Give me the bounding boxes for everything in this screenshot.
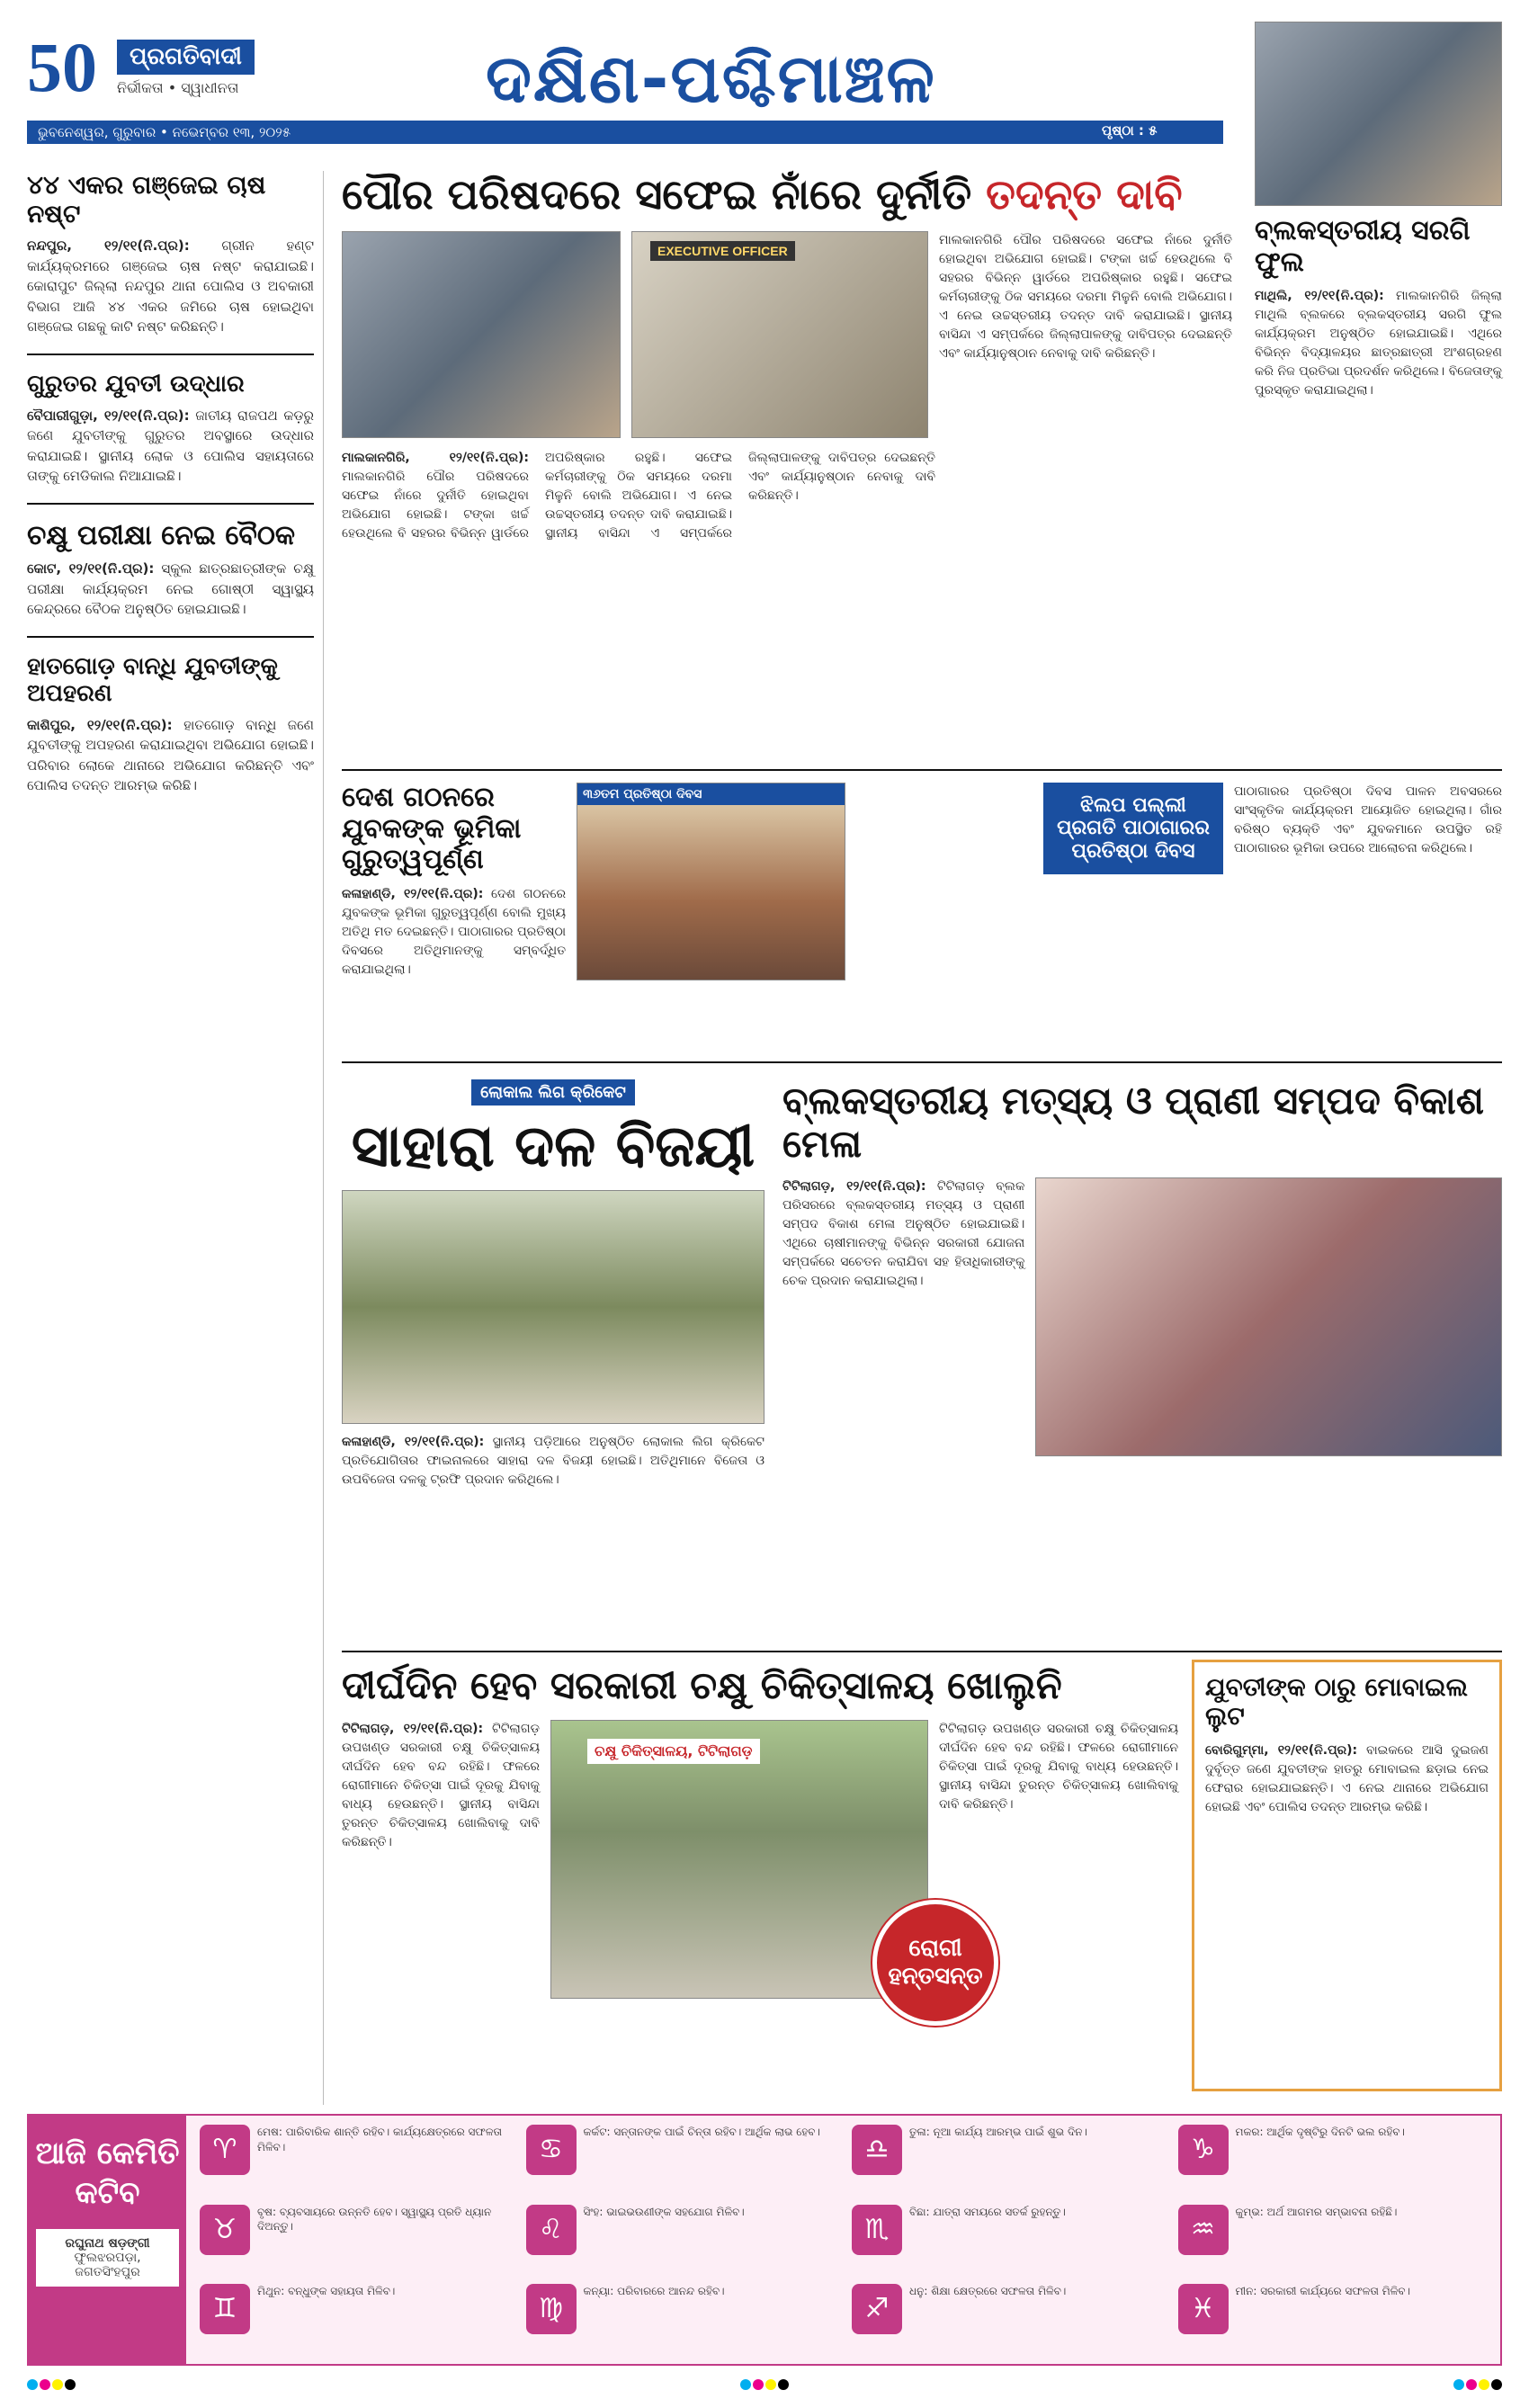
- horoscope-sign: [526, 2205, 844, 2279]
- horoscope-text: କନ୍ୟା: ପରିବାରରେ ଆନନ୍ଦ ରହିବ।: [583, 2285, 725, 2298]
- horoscope-grid: [200, 2125, 1495, 2359]
- horoscope-text: କର୍କଟ: ସନ୍ତାନଙ୍କ ପାଇଁ ଚିନ୍ତା ରହିବ। ଆର୍ଥିକ ଲାଭ ହେବ।: [583, 2126, 820, 2138]
- story-title: ଝିଲପ ପଲ୍ଲୀ ପ୍ରଗତି ପାଠାଗାରର ପ୍ରତିଷ୍ଠା ଦିବସ: [1057, 794, 1210, 863]
- brand-logo: [27, 27, 351, 108]
- horoscope-text: ଧନୁ: ଶିକ୍ଷା କ୍ଷେତ୍ରରେ ସଫଳତା ମିଳିବ।: [909, 2285, 1067, 2298]
- byline: କଳାହାଣ୍ଡି, ୧୨/୧୧(ନି.ପ୍ର):: [342, 1434, 485, 1449]
- astrologer-box: [36, 2229, 179, 2287]
- byline: କାଶିପୁର, ୧୨/୧୧(ନି.ପ୍ର):: [27, 716, 173, 733]
- horoscope-title: ଆଜି କେମିତି କଟିବ: [35, 2135, 180, 2212]
- story-text: ଟିଟିଲାଗଡ଼ ଉପଖଣ୍ଡ ସରକାରୀ ଚକ୍ଷୁ ଚିକିତ୍ସାଳୟ ଦୀର୍ଘଦିନ ହେବ ବନ୍ଦ ରହିଛି। ଫଳରେ ରୋଗୀମାନେ ଚିକିତ୍ସା ପାଇଁ ଦୂରକୁ ଯିବାକୁ ବାଧ୍ୟ ହେଉଛନ୍ତି। ସ୍ଥାନୀୟ ବାସିନ୍ଦା ତୁରନ୍ତ ଚିକିତ୍ସାଳୟ ଖୋଲିବାକୁ ଦାବି କରିଛନ୍ତି।: [342, 1722, 540, 1850]
- horoscope-text: ମୀନ: ସରକାରୀ କାର୍ଯ୍ୟରେ ସଫଳତା ମିଳିବ।: [1235, 2285, 1410, 2298]
- story-title: ବ୍ଲକସ୍ତରୀୟ ମତ୍ସ୍ୟ ଓ ପ୍ରାଣୀ ସମ୍ପଦ ବିକାଶ ମେଳା: [782, 1079, 1484, 1167]
- byline: ମାଲକାନଗିରି, ୧୨/୧୧(ନି.ପ୍ର):: [342, 450, 529, 465]
- story-title: ଚକ୍ଷୁ ପରୀକ୍ଷା ନେଇ ବୈଠକ: [27, 519, 296, 551]
- story-title: ଗୁରୁତର ଯୁବତୀ ଉଦ୍ଧାର: [27, 370, 245, 398]
- lead-photo-office: [631, 231, 928, 438]
- mobile-loot-story: [1192, 1660, 1502, 2091]
- horoscope-text: ବିଛା: ଯାତ୍ରା ସମୟରେ ସତର୍କ ରୁହନ୍ତୁ।: [909, 2205, 1066, 2218]
- zodiac-icon: ♌: [526, 2205, 577, 2255]
- cricket-story: [342, 1079, 764, 1490]
- story-title: ୪୪ ଏକର ଗଞ୍ଜେଇ ଚାଷ ନଷ୍ଟ: [27, 170, 266, 229]
- byline: ଟିଟିଲାଗଡ଼, ୧୨/୧୧(ନି.ପ୍ର):: [342, 1722, 484, 1737]
- story-body: [782, 1177, 1024, 1456]
- horoscope-sign: [200, 2125, 517, 2199]
- zodiac-icon: ♐: [852, 2284, 902, 2334]
- zodiac-icon: ♑: [1178, 2125, 1229, 2175]
- story-title: ସାହାରା ଦଳ ବିଜୟୀ: [351, 1114, 756, 1180]
- story-text: ଜାତୀୟ ରାଜପଥ କଡ଼ରୁ ଜଣେ ଯୁବତୀଙ୍କୁ ଗୁରୁତର ଅବସ୍ଥାରେ ଉଦ୍ଧାର କରାଯାଇଛି। ସ୍ଥାନୀୟ ଲୋକ ଓ ପୋଲିସ ସହାୟତାରେ ତାଙ୍କୁ ମେଡିକାଲ ନିଆଯାଇଛି।: [27, 407, 314, 485]
- astrologer-name: ରଘୁନାଥ ଷଡ଼ଙ୍ଗୀ: [65, 2236, 150, 2251]
- fair-photo: [1035, 1177, 1502, 1456]
- horoscope-sign: [200, 2205, 517, 2279]
- zodiac-icon: ♈: [200, 2125, 250, 2175]
- story-title: ଯୁବତୀଙ୍କ ଠାରୁ ମୋବାଇଲ ଲୁଟ: [1205, 1672, 1468, 1732]
- lead-body: [342, 449, 935, 543]
- story-kidnap: [27, 654, 314, 796]
- horoscope-panel: [27, 2114, 1502, 2366]
- corner-photo: [1255, 22, 1502, 206]
- horoscope-sign: [1178, 2205, 1496, 2279]
- zodiac-icon: ♒: [1178, 2205, 1229, 2255]
- lead-title: [342, 171, 1232, 219]
- zodiac-icon: ♎: [852, 2125, 902, 2175]
- story-title: ବ୍ଲକସ୍ତରୀୟ ସରଗି ଫୁଲ: [1255, 215, 1471, 278]
- registration-mark: [740, 2379, 789, 2397]
- zodiac-icon: ♊: [200, 2284, 250, 2334]
- story-body: [1205, 1741, 1489, 1817]
- byline: ବୋରିଗୁମ୍ମା, ୧୨/୧୧(ନି.ପ୍ର):: [1205, 1743, 1358, 1759]
- horoscope-sign: [852, 2284, 1169, 2359]
- lead-photo-cleaning: [342, 231, 621, 438]
- story-text: ପାଠାଗାରର ପ୍ରତିଷ୍ଠା ଦିବସ ପାଳନ ଅବସରରେ ସାଂସ୍କୃତିକ କାର୍ଯ୍ୟକ୍ରମ ଆୟୋଜିତ ହୋଇଥିଲା। ଗାଁର ବରିଷ୍ଠ ବ୍ୟକ୍ତି ଏବଂ ଯୁବକମାନେ ଉପସ୍ଥିତ ରହି ପାଠାଗାରର ଭୂମିକା ଉପରେ ଆଲୋଚନା କରିଥିଲେ।: [1234, 784, 1502, 855]
- story-text: ମାଲକାନଗିରି ପୌର ପରିଷଦରେ ସଫେଇ ନାଁରେ ଦୁର୍ନୀତି ହୋଇଥିବା ଅଭିଯୋଗ ହୋଇଛି। ଟଙ୍କା ଖର୍ଚ୍ଚ ହେଉଥିଲେ ବି ସହରର ବିଭିନ୍ନ ୱାର୍ଡରେ ଅପରିଷ୍କାର ରହୁଛି। ସଫେଇ କର୍ମଚାରୀଙ୍କୁ ଠିକ ସମୟରେ ଦରମା ମିଳୁନି ବୋଲି ଅଭିଯୋଗ। ଏ ନେଇ ଉଚ୍ଚସ୍ତରୀୟ ତଦନ୍ତ ଦାବି କରାଯାଇଛି। ସ୍ଥାନୀୟ ବାସିନ୍ଦା ଏ ସମ୍ପର୍କରେ ଜିଲ୍ଲାପାଳଙ୍କୁ ଦାବିପତ୍ର ଦେଇଛନ୍ତି ଏବଂ କାର୍ଯ୍ୟାନୁଷ୍ଠାନ ନେବାକୁ ଦାବି କରିଛନ୍ତି।: [939, 232, 1232, 361]
- fair-story: [782, 1079, 1502, 1456]
- zodiac-icon: ♉: [200, 2205, 250, 2255]
- horoscope-sign: [852, 2205, 1169, 2279]
- brand-name: ପ୍ରଗତିବାଦୀ: [117, 40, 255, 75]
- horoscope-text: ମିଥୁନ: ବନ୍ଧୁଙ୍କ ସହାୟତା ମିଳିବ।: [257, 2285, 396, 2298]
- zodiac-icon: ♍: [526, 2284, 577, 2334]
- horoscope-text: ବୃଷ: ବ୍ୟବସାୟରେ ଉନ୍ନତି ହେବ। ସ୍ୱାସ୍ଥ୍ୟ ପ୍ରତି ଧ୍ୟାନ ଦିଅନ୍ତୁ।: [257, 2205, 492, 2233]
- story-text: ସ୍ଥାନୀୟ ପଡ଼ିଆରେ ଅନୁଷ୍ଠିତ ଲୋକାଲ ଲିଗ କ୍ରିକେଟ ପ୍ରତିଯୋଗିତାର ଫାଇନାଲରେ ସାହାରା ଦଳ ବିଜୟୀ ହୋଇଛି। ଅତିଥିମାନେ ବିଜେତା ଓ ଉପବିଜେତା ଦଳକୁ ଟ୍ରଫି ପ୍ରଦାନ କରିଥିଲେ।: [342, 1434, 765, 1487]
- story-body: [342, 885, 566, 980]
- print-registration-marks: [27, 2379, 1502, 2397]
- story-body: [27, 236, 314, 337]
- right-column: [1255, 216, 1502, 400]
- left-column: [27, 171, 324, 2105]
- lead-title-accent: ତଦନ୍ତ ଦାବି: [986, 170, 1183, 219]
- library-story: [1043, 783, 1502, 874]
- byline: ଟିଟିଲାଗଡ଼, ୧୨/୧୧(ନି.ପ୍ର):: [782, 1178, 926, 1194]
- office-sign: EXECUTIVE OFFICER: [650, 241, 795, 261]
- byline: କଳାହାଣ୍ଡି, ୧୨/୧୧(ନି.ପ୍ର):: [342, 886, 484, 901]
- story-body: [1255, 287, 1502, 400]
- story-body: [342, 1433, 764, 1490]
- dateline: ଭୁବନେଶ୍ୱର, ଗୁରୁବାର • ନଭେମ୍ବର ୧୩, ୨୦୨୫: [27, 121, 1223, 144]
- zodiac-icon: ♏: [852, 2205, 902, 2255]
- story-text: ଦେଶ ଗଠନରେ ଯୁବକଙ୍କ ଭୂମିକା ଗୁରୁତ୍ୱପୂର୍ଣ୍ଣ ବୋଲି ମୁଖ୍ୟ ଅତିଥି ମତ ଦେଇଛନ୍ତି। ପାଠାଗାରର ପ୍ରତିଷ୍ଠା ଦିବସରେ ଅତିଥିମାନଙ୍କୁ ସମ୍ବର୍ଦ୍ଧିତ କରାଯାଇଥିଲା।: [342, 886, 567, 977]
- divider: [27, 636, 314, 638]
- story-title: ଦେଶ ଗଠନରେ ଯୁବକଙ୍କ ଭୂମିକା ଗୁରୁତ୍ୱପୂର୍ଣ୍ଣ: [342, 782, 522, 875]
- registration-mark: [27, 2379, 76, 2397]
- hospital-sign: ଚକ୍ଷୁ ଚିକିତ୍ସାଳୟ, ଟିଟିଲାଗଡ଼: [587, 1739, 760, 1764]
- library-title-box: [1043, 783, 1223, 874]
- story-text: ହାତଗୋଡ଼ ବାନ୍ଧି ଜଣେ ଯୁବତୀଙ୍କୁ ଅପହରଣ କରାଯାଇଥିବା ଅଭିଯୋଗ ହୋଇଛି। ପରିବାର ଲୋକେ ଥାନାରେ ଅଭିଯୋଗ କରିଛନ୍ତି ଏବଂ ପୋଲିସ ତଦନ୍ତ ଆରମ୍ଭ କରିଛି।: [27, 716, 314, 794]
- story-title: ହାତଗୋଡ଼ ବାନ୍ଧି ଯୁବତୀଙ୍କୁ ଅପହରଣ: [27, 652, 278, 707]
- astrologer-place: ଫୁଲଝରପଡ଼ା, ଜଗତସିଂହପୁର: [74, 2251, 141, 2280]
- photo-banner: ୩୬ତମ ପ୍ରତିଷ୍ଠା ଦିବସ: [577, 783, 845, 805]
- story-text: ଟିଟିଲାଗଡ଼ ଉପଖଣ୍ଡ ସରକାରୀ ଚକ୍ଷୁ ଚିକିତ୍ସାଳୟ ଦୀର୍ଘଦିନ ହେବ ବନ୍ଦ ରହିଛି। ଫଳରେ ରୋଗୀମାନେ ଚିକିତ୍ସା ପାଇଁ ଦୂରକୁ ଯିବାକୁ ବାଧ୍ୟ ହେଉଛନ୍ତି। ସ୍ଥାନୀୟ ବାସିନ୍ଦା ତୁରନ୍ତ ଚିକିତ୍ସାଳୟ ଖୋଲିବାକୁ ଦାବି କରିଛନ୍ତି।: [939, 1722, 1178, 1813]
- horoscope-header: [29, 2116, 186, 2364]
- story-rescue: [27, 371, 314, 487]
- brand-tagline: ନିର୍ଭୀକତା • ସ୍ୱାଧୀନତା: [117, 79, 239, 96]
- story-title: ଦୀର୍ଘଦିନ ହେବ ସରକାରୀ ଚକ୍ଷୁ ଚିକିତ୍ସାଳୟ ଖୋଲୁନି: [342, 1663, 1062, 1707]
- byline: ବୈପାରୀଗୁଡ଼ା, ୧୨/୧୧(ନି.ପ୍ର):: [27, 407, 190, 424]
- story-text: ମାଲକାନଗିରି ପୌର ପରିଷଦରେ ସଫେଇ ନାଁରେ ଦୁର୍ନୀତି ହୋଇଥିବା ଅଭିଯୋଗ ହୋଇଛି। ଟଙ୍କା ଖର୍ଚ୍ଚ ହେଉଥିଲେ ବି ସହରର ବିଭିନ୍ନ ୱାର୍ଡରେ ଅପରିଷ୍କାର ରହୁଛି। ସଫେଇ କର୍ମଚାରୀଙ୍କୁ ଠିକ ସମୟରେ ଦରମା ମିଳୁନି ବୋଲି ଅଭିଯୋଗ। ଏ ନେଇ ଉଚ୍ଚସ୍ତରୀୟ ତଦନ୍ତ ଦାବି କରାଯାଇଛି। ସ୍ଥାନୀୟ ବାସିନ୍ଦା ଏ ସମ୍ପର୍କରେ ଜିଲ୍ଲାପାଳଙ୍କୁ ଦାବିପତ୍ର ଦେଇଛନ୍ତି ଏବଂ କାର୍ଯ୍ୟାନୁଷ୍ଠାନ ନେବାକୁ ଦାବି କରିଛନ୍ତି।: [342, 450, 935, 541]
- divider: [27, 354, 314, 355]
- youth-story: [342, 783, 845, 980]
- horoscope-text: କୁମ୍ଭ: ଅର୍ଥ ଆଗମର ସମ୍ଭାବନା ରହିଛି।: [1235, 2205, 1398, 2218]
- cricket-kicker: ଲୋକାଲ ଲିଗ କ୍ରିକେଟ: [471, 1079, 635, 1106]
- horoscope-text: ମେଷ: ପାରିବାରିକ ଶାନ୍ତି ରହିବ। କାର୍ଯ୍ୟକ୍ଷେତ୍ରରେ ସଫଳତା ମିଳିବ।: [257, 2126, 503, 2153]
- zodiac-icon: ♓: [1178, 2284, 1229, 2334]
- lead-story: [342, 171, 1232, 543]
- zodiac-icon: ♋: [526, 2125, 577, 2175]
- story-eye-meeting: [27, 521, 314, 620]
- youth-photo: [577, 783, 845, 980]
- story-body: [342, 1720, 540, 1999]
- eye-hospital-story: [342, 1664, 1178, 1999]
- anniversary-number: 50: [27, 28, 97, 106]
- story-body: [27, 559, 314, 620]
- lead-title-main: ପୌର ପରିଷଦରେ ସଫେଇ ନାଁରେ ଦୁର୍ନୀତି: [342, 170, 972, 219]
- callout-badge: ରୋଗୀ ହନ୍ତସନ୍ତ: [872, 1900, 998, 2026]
- registration-mark: [1453, 2379, 1502, 2397]
- cricket-photo: [342, 1190, 764, 1424]
- horoscope-sign: [526, 2284, 844, 2359]
- horoscope-text: ମକର: ଆର୍ଥିକ ଦୃଷ୍ଟିରୁ ଦିନଟି ଭଲ ରହିବ।: [1235, 2126, 1405, 2138]
- horoscope-sign: [200, 2284, 517, 2359]
- divider: [342, 1061, 1502, 1063]
- story-text: ସ୍କୁଲ ଛାତ୍ରଛାତ୍ରୀଙ୍କ ଚକ୍ଷୁ ପରୀକ୍ଷା କାର୍ଯ୍ୟକ୍ରମ ନେଇ ଗୋଷ୍ଠୀ ସ୍ୱାସ୍ଥ୍ୟ କେନ୍ଦ୍ରରେ ବୈଠକ ଅନୁଷ୍ଠିତ ହୋଇଯାଇଛି।: [27, 560, 314, 618]
- story-body: [1234, 783, 1502, 874]
- divider: [27, 503, 314, 505]
- story-body: [27, 715, 314, 796]
- horoscope-text: ସିଂହ: ଭାଇଭଉଣୀଙ୍କ ସହଯୋଗ ମିଳିବ।: [583, 2205, 745, 2218]
- byline: ନନ୍ଦପୁର, ୧୨/୧୧(ନି.ପ୍ର):: [27, 237, 190, 255]
- horoscope-sign: [1178, 2284, 1496, 2359]
- hospital-photo: [550, 1720, 928, 1999]
- byline: ମାଥିଲି, ୧୨/୧୧(ନି.ପ୍ର):: [1255, 289, 1384, 303]
- story-text: ବାଇକରେ ଆସି ଦୁଇଜଣ ଦୁର୍ବୃତ୍ତ ଜଣେ ଯୁବତୀଙ୍କ ହାତରୁ ମୋବାଇଲ ଛଡ଼ାଇ ନେଇ ଫେରାର ହୋଇଯାଇଛନ୍ତି। ଏ ନେଇ ଥାନାରେ ଅଭିଯୋଗ ହୋଇଛି ଏବଂ ପୋଲିସ ତଦନ୍ତ ଆରମ୍ଭ କରିଛି।: [1205, 1743, 1489, 1815]
- horoscope-text: ତୁଳା: ନୂଆ କାର୍ଯ୍ୟ ଆରମ୍ଭ ପାଇଁ ଶୁଭ ଦିନ।: [909, 2126, 1087, 2138]
- page-number: ପୃଷ୍ଠା : ୫: [1102, 122, 1158, 139]
- story-text: ମାଲକାନଗିରି ଜିଲ୍ଲା ମାଥିଲି ବ୍ଲକରେ ବ୍ଲକସ୍ତରୀୟ ସରଗି ଫୁଲ କାର୍ଯ୍ୟକ୍ରମ ଅନୁଷ୍ଠିତ ହୋଇଯାଇଛି। ଏଥିରେ ବିଭିନ୍ନ ବିଦ୍ୟାଳୟର ଛାତ୍ରଛାତ୍ରୀ ଅଂଶଗ୍ରହଣ କରି ନିଜ ପ୍ରତିଭା ପ୍ରଦର୍ଶନ କରିଥିଲେ। ବିଜେତାଙ୍କୁ ପୁରସ୍କୃତ କରାଯାଇଥିଲା।: [1255, 289, 1502, 398]
- divider: [342, 769, 1502, 771]
- section-title: ଦକ୍ଷିଣ-ପଶ୍ଚିମାଞ୍ଚଳ: [486, 40, 936, 118]
- horoscope-sign: [852, 2125, 1169, 2199]
- horoscope-sign: [526, 2125, 844, 2199]
- story-text: ଗ୍ରୀନ ହଣ୍ଟ କାର୍ଯ୍ୟକ୍ରମରେ ଗଞ୍ଜେଇ ଚାଷ ନଷ୍ଟ କରାଯାଇଛି। କୋରାପୁଟ ଜିଲ୍ଲା ନନ୍ଦପୁର ଥାନା ପୋଲିସ ଓ ଅବକାରୀ ବିଭାଗ ଆଜି ୪୪ ଏକର ଜମିରେ ଚାଷ ହୋଇଥିବା ଗଞ୍ଜେଇ ଗଛକୁ କାଟି ନଷ୍ଟ କରିଛନ୍ତି।: [27, 237, 314, 336]
- lead-body-right: [939, 231, 1232, 438]
- story-ganja: [27, 171, 314, 337]
- horoscope-sign: [1178, 2125, 1496, 2199]
- story-text: ଟିଟିଲାଗଡ଼ ବ୍ଲକ ପରିସରରେ ବ୍ଲକସ୍ତରୀୟ ମତ୍ସ୍ୟ ଓ ପ୍ରାଣୀ ସମ୍ପଦ ବିକାଶ ମେଳା ଅନୁଷ୍ଠିତ ହୋଇଯାଇଛି। ଏଥିରେ ଚାଷୀମାନଙ୍କୁ ବିଭିନ୍ନ ସରକାରୀ ଯୋଜନା ସମ୍ପର୍କରେ ସଚେତନ କରାଯିବା ସହ ହିତାଧିକାରୀଙ୍କୁ ଚେକ ପ୍ରଦାନ କରାଯାଇଥିଲା।: [782, 1178, 1025, 1288]
- story-body: [27, 406, 314, 487]
- byline: କୋଟ, ୧୨/୧୧(ନି.ପ୍ର):: [27, 560, 155, 577]
- divider: [342, 1651, 1502, 1652]
